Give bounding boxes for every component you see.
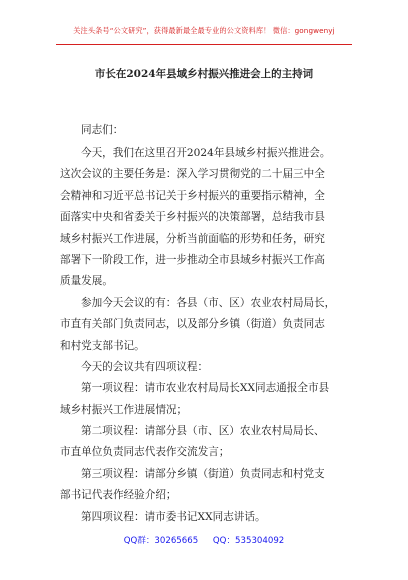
qq-group-label: QQ群：30265665 xyxy=(123,536,199,546)
paragraph-line: 部署下一阶段工作，进一步推动全市县域乡村振兴工作高 xyxy=(60,253,325,266)
document-body xyxy=(60,117,352,528)
paragraph-line: 今天的会议共有四项议程： xyxy=(81,360,209,373)
paragraph-line: 市直单位负责同志代表作交流发言； xyxy=(60,446,230,459)
paragraph-line: 会精神和习近平总书记关于乡村振兴的重要指示精神，全 xyxy=(60,189,325,202)
salutation: 同志们： xyxy=(81,124,124,136)
paragraph-line: 第三项议程：请部分乡镇（街道）负责同志和村党支 xyxy=(81,467,325,480)
paragraph-line: 这次会议的主要任务是：深入学习贯彻党的二十届三中全 xyxy=(60,168,325,181)
paragraph-line: 域乡村振兴工作进展，分析当前面临的形势和任务，研究 xyxy=(60,232,325,245)
paragraph-line: 第一项议程：请市农业农村局局长XX同志通报全市县 xyxy=(81,382,330,395)
paragraph-line: 第二项议程：请部分县（市、区）农业农村局局长、 xyxy=(81,425,325,438)
paragraph-line: 第四项议程：请市委书记XX同志讲话。 xyxy=(81,510,266,523)
header-banner: 关注头条号“公文研究”，获得最新最全最专业的公文资料库！ 微信：gongwenyj xyxy=(73,26,335,35)
paragraph-line: 参加今天会议的有：各县（市、区）农业农村局局长， xyxy=(81,296,336,309)
paragraph-line: 质量发展。 xyxy=(60,275,113,288)
qq-number-label: QQ：535304092 xyxy=(212,536,285,546)
paragraph-line: 和村党支部书记。 xyxy=(60,339,145,352)
paragraph-line: 面落实中央和省委关于乡村振兴的决策部署，总结我市县 xyxy=(60,211,325,224)
paragraph-line: 部书记代表作经验介绍； xyxy=(60,489,177,502)
paragraph-line: 今天，我们在这里召开2024年县域乡村振兴推进会。 xyxy=(81,147,331,159)
footer-contact xyxy=(0,534,408,546)
paragraph-line: 市直有关部门负责同志，以及部分乡镇（街道）负责同志 xyxy=(60,318,325,331)
paragraph-line: 域乡村振兴工作进展情况； xyxy=(60,403,188,416)
document-title: 市长在2024年县域乡村振兴推进会上的主持词 xyxy=(94,68,314,80)
header-divider xyxy=(56,44,352,45)
